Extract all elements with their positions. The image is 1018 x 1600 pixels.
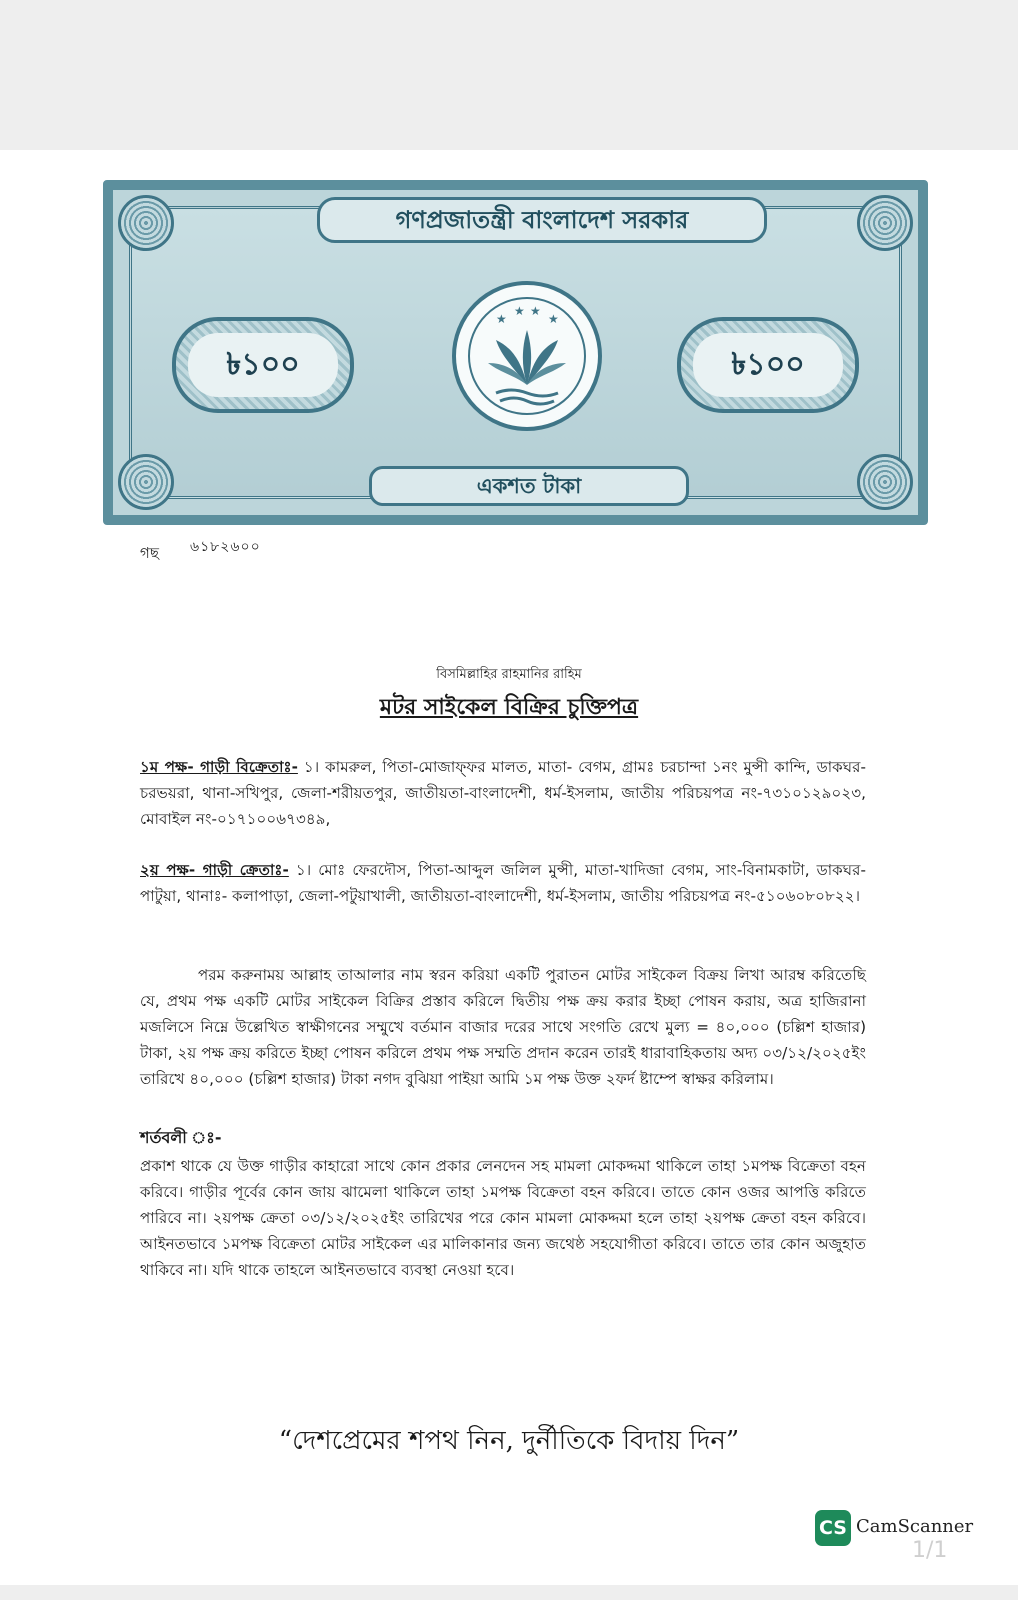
national-emblem-icon <box>452 281 602 431</box>
agreement-body: পরম করুনাময় আল্লাহ তাআলার নাম স্বরন করিয়া একটি পুরাতন মোটর সাইকেল বিক্রয় লিখা আরম্ব করিতেছি যে, প্রথম পক্ষ একটি মোটর সাইকেল বিক্রির প্রস্তাব করিলে দ্বিতীয় পক্ষ ক্রয় করার ইচ্ছা পোষন করায়, অত্র হাজিরানা মজলিসে নিম্নে উল্লেখিত স্বাক্ষীগনের সম্মুখে বর্তমান বাজার দরের সাথে সংগতি রেখে মুল্য = ৪০,০০০ (চল্লিশ হাজার) টাকা, ২য় পক্ষ ক্রয় করিতে ইচ্ছা পোষন করিলে প্রথম পক্ষ সম্মতি প্রদান করেন তারই ধারাবাহিকতায় অদ্য ০৩/১২/২০২৫ইং তারিখে ৪০,০০০ (চল্লিশ হাজার) টাকা নগদ বুঝিয়া পাইয়া আমি ১ম পক্ষ উক্ত ২ফর্দ ষ্টাম্পে স্বাক্ষর করিলাম। <box>140 966 866 1088</box>
ornament-icon <box>118 454 174 510</box>
camscanner-brand: CamScanner <box>856 1516 974 1537</box>
stamp-value-text: একশত টাকা <box>369 466 689 506</box>
denomination-left-text: ৳১০০ <box>188 333 338 397</box>
denomination-right <box>677 317 859 413</box>
denomination-left <box>172 317 354 413</box>
party-1-paragraph <box>140 754 866 832</box>
svg-text:★: ★ <box>514 304 525 318</box>
stamp-paper <box>103 180 928 525</box>
ornament-icon <box>857 195 913 251</box>
document-title-text: মটর সাইকেল বিক্রির চুক্তিপত্র <box>379 695 639 720</box>
serial-prefix: গছ <box>140 544 159 562</box>
stamp-title: গণপ্রজাতন্ত্রী বাংলাদেশ সরকার <box>317 197 767 243</box>
svg-text:★: ★ <box>548 312 559 326</box>
document-page <box>0 150 1018 1585</box>
svg-text:★: ★ <box>496 312 507 326</box>
party-1-details: ১। কামরুল, পিতা-মোজাফ্ফর মালত, মাতা- বেগম, গ্রামঃ চরচান্দা ১নং মুন্সী কান্দি, ডাকঘর-চরভয়রা, থানা-সখিপুর, জেলা-শরীয়তপুর, জাতীয়তা-বাংলাদেশী, ধর্ম-ইসলাম, জাতীয় পরিচয়পত্র নং-৭৩১০১২৯০২৩, মোবাইল নং-০১৭১০০৬৭৩৪৯, <box>140 758 867 828</box>
party-2-label: ২য় পক্ষ- গাড়ী ক্রেতাঃ- <box>140 861 289 879</box>
terms-paragraph: প্রকাশ থাকে যে উক্ত গাড়ীর কাহারো সাথে কোন প্রকার লেনদেন সহ মামলা মোকদ্দমা থাকিলে তাহা ১মপক্ষ বিক্রেতা বহন করিবে। গাড়ীর পূর্বের কোন জায় ঝামেলা থাকিলে তাহা ১মপক্ষ বিক্রেতা বহন করিবে। তাতে কোন ওজর আপত্তি করিতে পারিবে না। ২য়পক্ষ ক্রেতা ০৩/১২/২০২৫ইং তারিখের পরে কোন মামলা মোকদ্দমা হলে তাহা ২য়পক্ষ ক্রেতা বহন করিবে। আইনতভাবে ১মপক্ষ বিক্রেতা মোটর সাইকেল এর মালিকানার জন্য জথেষ্ঠ সহযোগীতা করিবে। তাতে তার কোন অজুহাত থাকিবে না। যদি থাকে তাহলে আইনতভাবে ব্যবস্থা নেওয়া হবে। <box>140 1157 866 1279</box>
party-2-paragraph <box>140 857 866 909</box>
party-2-details: ১। মোঃ ফেরদৌস, পিতা-আব্দুল জলিল মুন্সী, মাতা-খাদিজা বেগম, সাং-বিনামকাটা, ডাকঘর-পাটুয়া, থানাঃ- কলাপাড়া, জেলা-পটুয়াখালী, জাতীয়তা-বাংলাদেশী, ধর্ম-ইসলাম, জাতীয় পরিচয়পত্র নং-৫১০৬০৮০৮২২। <box>140 861 866 905</box>
serial-number: ৬১৮২৬০০ <box>190 539 261 555</box>
ornament-icon <box>857 454 913 510</box>
camscanner-logo-icon: CS <box>815 1510 851 1546</box>
party-1-label: ১ম পক্ষ- গাড়ী বিক্রেতাঃ- <box>140 758 298 776</box>
ornament-icon <box>118 195 174 251</box>
denomination-right-text: ৳১০০ <box>693 333 843 397</box>
terms-heading: শর্তবলী ঃ- <box>140 1128 222 1147</box>
page-indicator: 1/1 <box>912 1538 948 1563</box>
svg-text:★: ★ <box>530 304 541 318</box>
document-title <box>0 690 1018 727</box>
slogan: “দেশপ্রেমের শপথ নিন, দুর্নীতিকে বিদায় দিন” <box>278 1426 740 1456</box>
bismillah: বিসমিল্লাহির রাহমানির রাহিম <box>436 667 582 682</box>
stamp-inner-frame <box>129 206 902 499</box>
